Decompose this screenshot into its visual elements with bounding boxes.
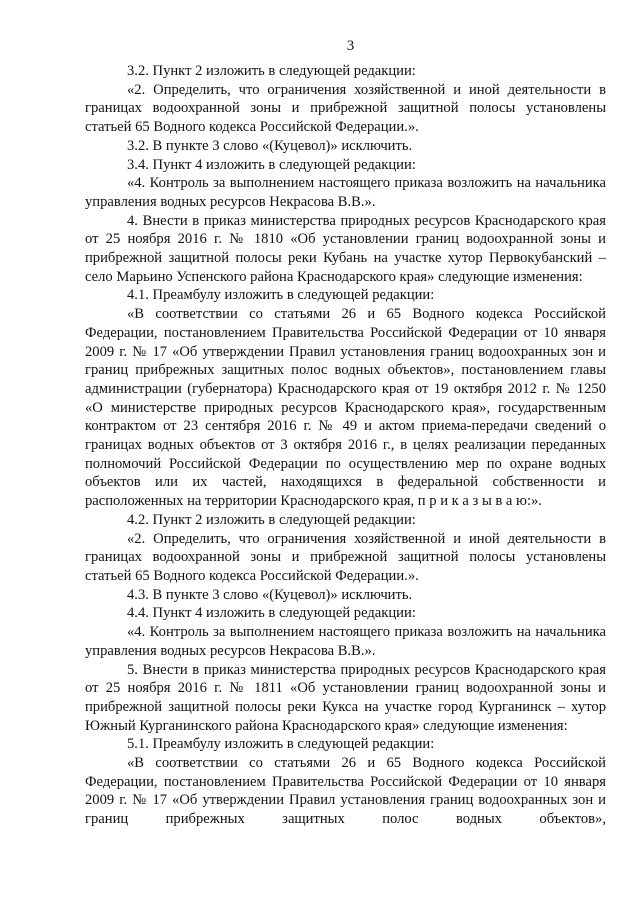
paragraph-4-1: 4.1. Преамбулу изложить в следующей редакции: (127, 287, 435, 304)
paragraph-5-1-text: «В соответствии со статьями 26 и 65 Водного кодекса Российской Федерации, постановлением Правительства Российской Федерации от 10 января 2009 г. № 17 «Об утверждении Правил установления границ водоохранных зон и границ прибрежных защитных полос водных объектов», (85, 755, 606, 828)
paragraph-4-4: 4.4. Пункт 4 изложить в следующей редакции: (127, 605, 416, 622)
paragraph-4-1-text: «В соответствии со статьями 26 и 65 Водного кодекса Российской Федерации, постановлением Правительства Российской Федерации от 10 января 2009 г. № 17 «Об утверждении Правил установления границ водоохранных зон и границ прибрежных защитных полос водных объектов», постановлением главы администрации (губернатора) Краснодарского края от 19 октября 2012 г. № 1250 «О министерстве природных ресурсов Краснодарского края», государственным контрактом от 23 сентября 2016 г. № 49 и актом приема-передачи сведений о границах водных объектов от 3 октября 2016 г., в целях реализации переданных полномочий Российской Федерации по осуществлению мер по охране водных объектов или их частей, находящихся в федеральной собственности и расположенных на территории Краснодарского края, п р и к а з ы в а ю:». (85, 306, 606, 510)
paragraph-3-4: 3.4. Пункт 4 изложить в следующей редакции: (127, 156, 416, 173)
paragraph-3-4-text: «4. Контроль за выполнением настоящего приказа возложить на начальника управления водных ресурсов Некрасова В.В.». (85, 175, 606, 210)
paragraph-4-4-text: «4. Контроль за выполнением настоящего приказа возложить на начальника управления водных ресурсов Некрасова В.В.». (85, 624, 606, 659)
paragraph-4: 4. Внести в приказ министерства природных ресурсов Краснодарского края от 25 ноября 2016 г. № 1810 «Об установлении границ водоохранной зоны и прибрежной защитной полосы реки Кубань на участке хутор Первокубанский – село Марьино Успенского района Краснодарского края» следующие изменения: (85, 212, 606, 285)
paragraph-5: 5. Внести в приказ министерства природных ресурсов Краснодарского края от 25 ноября 2016 г. № 1811 «Об установлении границ водоохранной зоны и прибрежной защитной полосы реки Кукса на участке город Курганинск – хутор Южный Курганинского района Краснодарского края» следующие изменения: (85, 661, 606, 734)
paragraph-4-3: 4.3. В пункте 3 слово «(Куцевол)» исключить. (127, 586, 413, 603)
paragraph-4-2: 4.2. Пункт 2 изложить в следующей редакции: (127, 511, 416, 528)
paragraph-3-2: 3.2. Пункт 2 изложить в следующей редакции: (127, 63, 416, 79)
paragraph-3-2-b: 3.2. В пункте 3 слово «(Куцевол)» исключить. (127, 137, 413, 154)
paragraph-4-2-text: «2. Определить, что ограничения хозяйственной и иной деятельности в границах водоохранной зоны и прибрежной защитной полосы установлены статьей 65 Водного кодекса Российской Федерации.». (85, 530, 606, 584)
page-number: 3 (346, 38, 355, 54)
paragraph-3-2-text: «2. Определить, что ограничения хозяйственной и иной деятельности в границах водоохранной зоны и прибрежной защитной полосы установлены статьей 65 Водного кодекса Российской Федерации.». (85, 81, 606, 136)
paragraph-5-1: 5.1. Преамбулу изложить в следующей редакции: (127, 736, 435, 753)
